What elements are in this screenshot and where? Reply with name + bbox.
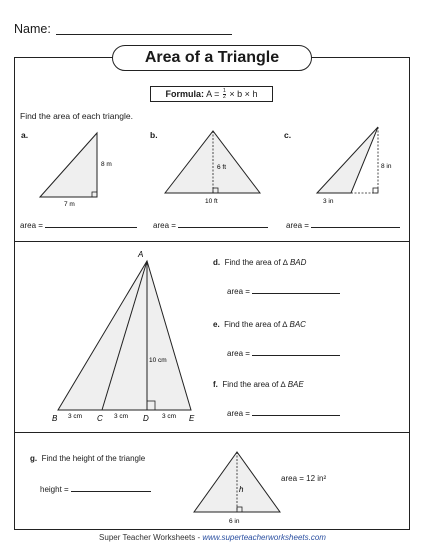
problem-b-label: b.	[150, 130, 158, 140]
triangle-a-height-label: 8 m	[101, 161, 112, 168]
right-angle-c	[373, 188, 378, 193]
footer	[0, 533, 425, 542]
footer-text: Super Teacher Worksheets -	[99, 533, 203, 542]
worksheet-title: Area of a Triangle	[112, 45, 312, 71]
big-height-label: 10 cm	[149, 357, 167, 364]
question-d-label: d.	[213, 258, 221, 267]
question-f-text: Find the area of ∆	[222, 380, 288, 389]
triangle-a-base-label: 7 m	[64, 201, 75, 208]
question-e	[213, 320, 306, 329]
point-d-label: D	[143, 414, 149, 423]
answer-c-label: area =	[286, 221, 309, 230]
question-e-text: Find the area of ∆	[224, 320, 290, 329]
question-f-label: f.	[213, 380, 218, 389]
question-e-label: e.	[213, 320, 220, 329]
triangle-c	[317, 127, 378, 193]
fraction-numerator: 1	[222, 88, 226, 95]
question-f	[213, 380, 304, 389]
height-triangle-figure	[0, 432, 425, 530]
answer-e[interactable]	[227, 347, 340, 358]
question-e-triangle: BAC	[289, 320, 306, 329]
answer-a-label: area =	[20, 221, 43, 230]
problem-c-label: c.	[284, 130, 292, 140]
point-b-label: B	[52, 414, 58, 423]
question-d-triangle: BAD	[289, 258, 307, 267]
answer-e-label: area =	[227, 349, 250, 358]
name-label: Name:	[14, 22, 51, 36]
seg-bc-label: 3 cm	[68, 413, 83, 420]
answer-e-line[interactable]	[252, 347, 340, 356]
answer-d-line[interactable]	[252, 285, 340, 294]
top-triangles-figure	[0, 0, 425, 241]
answer-c[interactable]	[286, 219, 400, 230]
triangle-g-height-label: h	[239, 485, 244, 494]
answer-g-label: height =	[40, 485, 69, 494]
answer-d-label: area =	[227, 287, 250, 296]
point-c-label: C	[97, 414, 103, 423]
answer-c-line[interactable]	[311, 219, 400, 228]
question-d	[213, 258, 306, 267]
fraction-denominator: 2	[222, 94, 226, 101]
answer-b[interactable]	[153, 219, 268, 230]
point-a-label: A	[138, 250, 144, 259]
seg-cd-label: 3 cm	[114, 413, 129, 420]
instruction-text: Find the area of each triangle.	[20, 111, 133, 121]
answer-b-line[interactable]	[178, 219, 268, 228]
formula-prefix: A =	[206, 89, 220, 99]
given-area-label: area = 12 in²	[281, 474, 327, 483]
question-f-triangle: BAE	[287, 380, 304, 389]
question-g-text: Find the height of the triangle	[41, 454, 146, 463]
answer-f-line[interactable]	[252, 407, 340, 416]
formula-suffix: × b × h	[229, 89, 258, 99]
triangle-c-base-label: 3 in	[323, 198, 334, 205]
answer-f-label: area =	[227, 409, 250, 418]
answer-a-line[interactable]	[45, 219, 137, 228]
formula-label: Formula:	[165, 89, 205, 99]
point-e-label: E	[189, 414, 195, 423]
answer-b-label: area =	[153, 221, 176, 230]
seg-de-label: 3 cm	[162, 413, 177, 420]
triangle-b-base-label: 10 ft	[205, 198, 218, 205]
question-d-text: Find the area of ∆	[224, 258, 290, 267]
footer-link[interactable]: www.superteacherworksheets.com	[202, 533, 326, 542]
triangle-a	[40, 133, 97, 197]
triangle-c-height-label: 8 in	[381, 163, 392, 170]
problem-a-label: a.	[21, 130, 29, 140]
big-triangle-figure	[0, 241, 425, 431]
answer-a[interactable]	[20, 219, 137, 230]
triangle-b-height-label: 6 ft	[217, 164, 227, 171]
triangle-b	[165, 131, 260, 193]
triangle-g-base-label: 6 in	[229, 518, 240, 525]
answer-d[interactable]	[227, 285, 340, 296]
question-g-label: g.	[30, 454, 38, 463]
answer-f[interactable]	[227, 407, 340, 418]
